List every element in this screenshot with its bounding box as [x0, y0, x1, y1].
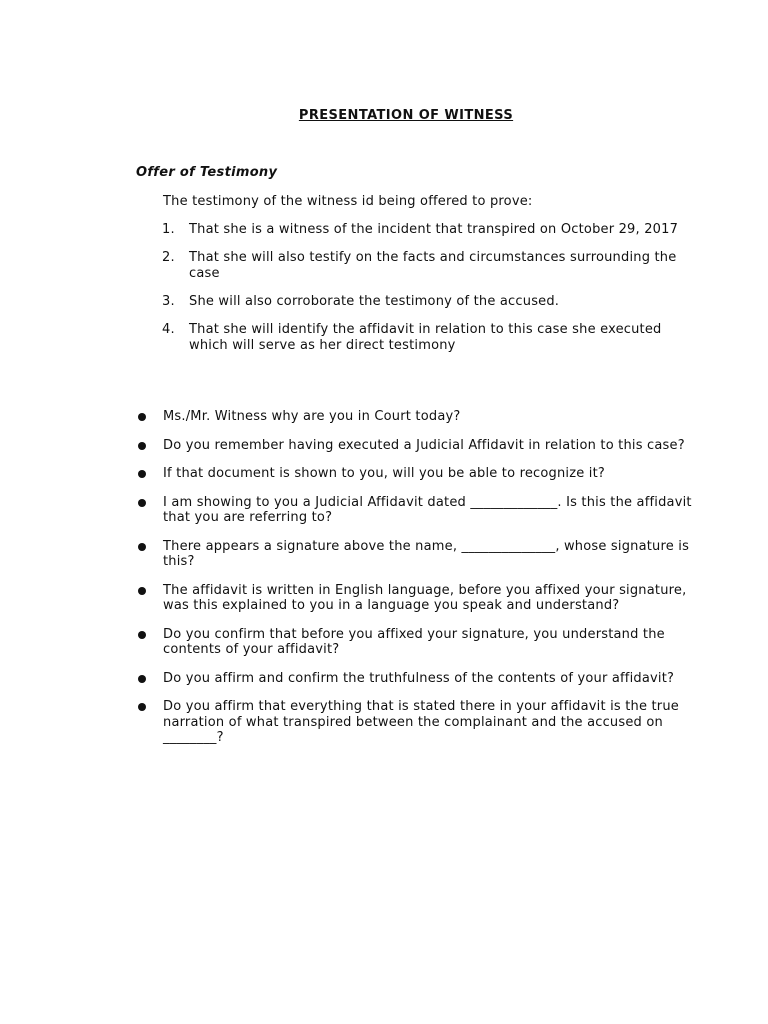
- offer-item: [162, 250, 692, 282]
- item-number: 4.: [162, 322, 175, 337]
- question-list: [137, 409, 697, 759]
- offer-item: [162, 322, 692, 354]
- offer-list: [162, 222, 692, 366]
- bullet-icon: [138, 413, 146, 421]
- question-item: [137, 671, 697, 687]
- section-heading: Offer of Testimony: [136, 165, 278, 180]
- item-number: 3.: [162, 294, 175, 309]
- question-text: Do you affirm and confirm the truthfulness of the contents of your affidavit?: [163, 670, 675, 686]
- bullet-icon: [138, 470, 146, 478]
- item-text: That she will also testify on the facts and circumstances surrounding the case: [189, 250, 677, 281]
- question-item: [137, 627, 697, 658]
- question-item: [137, 699, 697, 746]
- question-text: If that document is shown to you, will you be able to recognize it?: [163, 466, 605, 481]
- question-text: I am showing to you a Judicial Affidavit dated _____________. Is this the affidavit that you are referring to?: [163, 494, 692, 525]
- intro-text: The testimony of the witness id being offered to prove:: [163, 194, 533, 209]
- question-text: The affidavit is written in English language, before you affixed your signature, was this explained to you in a language you speak and understand?: [163, 582, 687, 613]
- question-item: [137, 438, 697, 454]
- offer-item: [162, 222, 692, 238]
- bullet-icon: [138, 442, 146, 450]
- item-text: That she will identify the affidavit in relation to this case she executed which will serve as her direct testimony: [189, 322, 662, 353]
- question-text: There appears a signature above the name, ______________, whose signature is this?: [163, 538, 690, 569]
- question-item: [137, 583, 697, 614]
- question-item: [137, 495, 697, 526]
- question-text: Ms./Mr. Witness why are you in Court today?: [163, 409, 461, 424]
- bullet-icon: [138, 543, 146, 551]
- item-text: That she is a witness of the incident that transpired on October 29, 2017: [189, 222, 679, 237]
- item-number: 1.: [162, 222, 175, 237]
- question-item: [137, 539, 697, 570]
- bullet-icon: [138, 631, 146, 639]
- question-text: Do you remember having executed a Judicial Affidavit in relation to this case?: [163, 437, 685, 453]
- question-text: Do you confirm that before you affixed your signature, you understand the contents of your affidavit?: [163, 626, 665, 657]
- question-item: [137, 409, 697, 425]
- bullet-icon: [138, 587, 146, 595]
- offer-item: [162, 294, 692, 310]
- item-number: 2.: [162, 250, 175, 265]
- bullet-icon: [138, 703, 146, 711]
- document-title: PRESENTATION OF WITNESS: [298, 108, 514, 123]
- bullet-icon: [138, 675, 146, 683]
- bullet-icon: [138, 499, 146, 507]
- question-text: Do you affirm that everything that is stated there in your affidavit is the true narration of what transpired between the complainant and the accused on ________?: [163, 699, 679, 745]
- question-item: [137, 466, 697, 482]
- item-text: She will also corroborate the testimony of the accused.: [189, 294, 560, 309]
